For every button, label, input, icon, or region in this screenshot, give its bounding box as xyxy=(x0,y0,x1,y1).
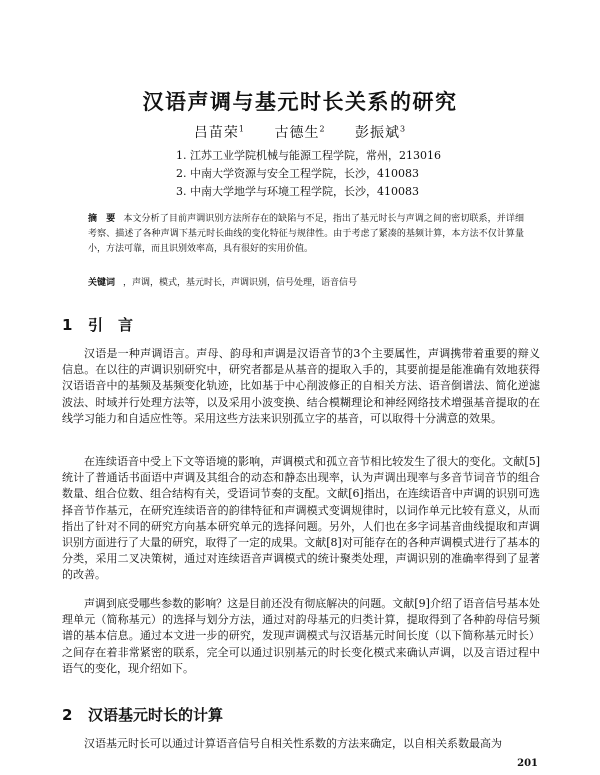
paragraph: 声调到底受哪些参数的影响？这是目前还没有彻底解决的问题。文献[9]介绍了语音信号基本处理单元（简称基元）的选择与划分方法，通过对韵母基元的归类计算，提取得到了各种韵母信号频谱的基本信息。通过本文进一步的研究，发现声调模式与汉语基元时间长度（以下简称基元时长）之间存在着非常紧密的联系，完全可以通过识别基元的时长变化模式来确认声调，以及言语过程中语气的变化，现介绍如下。 xyxy=(62,597,540,675)
abstract-label: 摘 要 xyxy=(88,214,116,224)
affiliation-3: 3. 中南大学地学与环境工程学院，长沙，410083 xyxy=(176,185,419,198)
author-3: 彭振斌$^3$ xyxy=(355,124,407,141)
abstract xyxy=(88,212,524,257)
affiliation-list xyxy=(176,147,441,201)
section-number: 1 xyxy=(62,316,73,334)
author-list xyxy=(0,122,600,142)
affiliation-1: 1. 江苏工业学院机械与能源工程学院，常州，213016 xyxy=(176,149,441,162)
page-number: 201 xyxy=(517,758,538,769)
section-heading-intro xyxy=(62,314,133,335)
section-number: 2 xyxy=(62,706,73,724)
paragraph: 在连续语音中受上下文等语境的影响，声调模式和孤立音节相比较发生了很大的变化。文献[5]统计了普通话书面语中声调及其组合的动态和静态出现率，认为声调出现率与多音节词音节的组合数量、组合位数、组合结构有关，受语词节奏的支配。文献[6]指出，在连续语音中声调的识别可选择音节作基元，在研究连续语音的韵律特征和声调模式变调规律时，以词作单元比较有意义，从而指出了针对不同的研究方向基本研究单元的选择问题。另外，人们也在多字词基音曲线提取和声调识别方面进行了大量的研究，取得了一定的成果。文献[8]对可能存在的各种声调模式进行了基本的分类，采用二叉决策树，通过对连续语音声调模式的统计聚类处理，声调识别的准确率得到了显著的改善。 xyxy=(62,455,540,582)
keywords-text: ，声调，模式，基元时长，声调识别，信号处理，语音信号 xyxy=(123,278,358,288)
paragraph: 汉语基元时长可以通过计算语音信号自相关性系数的方法来确定，以自相关系数最高为 xyxy=(84,737,502,750)
affiliation-2: 2. 中南大学资源与安全工程学院，长沙，410083 xyxy=(176,167,419,180)
paper-title: 汉语声调与基元时长关系的研究 xyxy=(142,90,458,114)
section-heading-duration xyxy=(62,704,223,725)
keywords-label: 关键词 xyxy=(88,278,116,288)
paragraph: 汉语是一种声调语言。声母、韵母和声调是汉语音节的3个主要属性，声调携带着重要的辩义信息。在以往的声调识别研究中，研究者都是从基音的提取入手的，其要前提是能准确有效地获得汉语语音中的基频及基频变化轨迹，比如基于中心削波修正的自相关方法、语音倒谱法、简化逆滤波法、时域并行处理方法等，以及采用小波变换、结合模糊理论和神经网络技术增强基音提取的在线学习能力和自适应性等。采用这些方法来识别孤立字的基音，可以取得十分满意的效果。 xyxy=(62,347,540,425)
abstract-text: 本文分析了目前声调识别方法所存在的缺陷与不足，指出了基元时长与声调之间的密切联系，并详细考察、描述了各种声调下基元时长曲线的变化特征与规律性。由于考虑了紧凑的基频计算，本方法不仅计算量小，方法可靠，而且识别效率高，具有很好的实用价值。 xyxy=(88,214,524,254)
author-2: 古德生$^2$ xyxy=(274,124,326,141)
section-title: 汉语基元时长的计算 xyxy=(88,706,224,724)
author-1: 吕苗荣$^1$ xyxy=(193,124,245,141)
keywords xyxy=(88,276,524,290)
section-title: 引 言 xyxy=(88,316,134,334)
